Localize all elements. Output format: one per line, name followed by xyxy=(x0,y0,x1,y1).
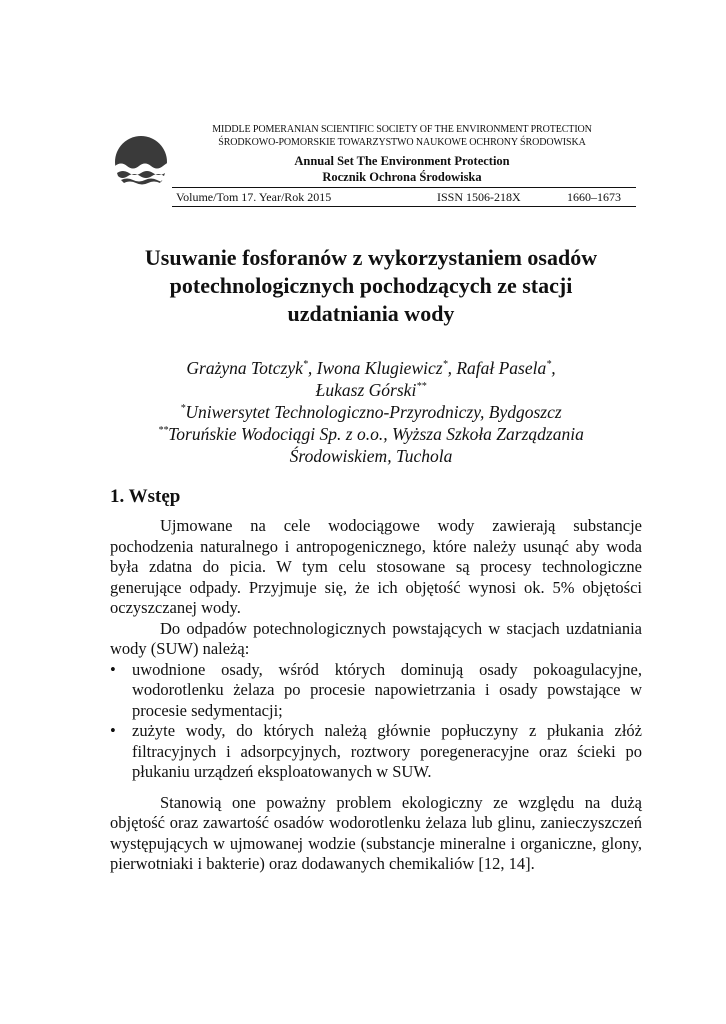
bullet-list xyxy=(110,660,642,783)
bullet-marker: • xyxy=(110,721,116,740)
bullet-marker: • xyxy=(110,659,116,679)
affiliation-1-mark: * xyxy=(180,403,186,414)
author-3: Rafał Pasela xyxy=(456,358,547,378)
author-4-mark: ** xyxy=(416,381,427,392)
author-2: Iwona Klugiewicz xyxy=(316,358,443,378)
journal-name-en: Annual Set The Environment Protection xyxy=(294,154,510,168)
author-separator: , xyxy=(307,358,317,378)
paragraph-2: Do odpadów potechnologicznych powstających w stacjach uzdatniania wody (SUW) należą: xyxy=(110,618,642,658)
author-3-mark: * xyxy=(546,359,552,370)
issn-info: ISSN 1506-218X xyxy=(437,190,521,204)
header-rule-top xyxy=(172,187,636,188)
author-line-1 xyxy=(100,357,642,379)
affiliation-1 xyxy=(100,401,642,423)
affiliation-2-text-line-1: Toruńskie Wodociągi Sp. z o.o., Wyższa Szkoła Zarządzania xyxy=(168,424,584,444)
society-name-en: MIDDLE POMERANIAN SCIENTIFIC SOCIETY OF THE ENVIRONMENT PROTECTION xyxy=(212,124,592,135)
list-item-text: uwodnione osady, wśród których dominują osady pokoagulacyjne, wodorotlenku żelaza po procesie napowietrzania i osady powstające w procesie sedymentacji; xyxy=(132,659,642,720)
article-title xyxy=(100,244,642,328)
title-line-2: potechnologicznych pochodzących ze stacji xyxy=(169,273,573,298)
page-range: 1660–1673 xyxy=(567,190,621,204)
affiliation-2-mark: ** xyxy=(158,425,169,436)
author-block xyxy=(100,357,642,467)
title-line-3: uzdatniania wody xyxy=(287,301,455,326)
volume-info: Volume/Tom 17. Year/Rok 2015 xyxy=(176,190,332,204)
affiliation-2 xyxy=(100,423,642,445)
author-separator: , xyxy=(551,358,556,378)
affiliation-2-text-line-2: Środowiskiem, Tuchola xyxy=(289,446,453,466)
journal-name-pl: Rocznik Ochrona Środowiska xyxy=(322,170,482,184)
author-1: Grażyna Totczyk xyxy=(186,358,303,378)
author-line-2 xyxy=(100,379,642,401)
section-heading: 1. Wstęp xyxy=(110,486,181,507)
title-line-1: Usuwanie fosforanów z wykorzystaniem osadów xyxy=(144,245,598,270)
author-2-mark: * xyxy=(442,359,448,370)
paragraph-3: Stanowią one poważny problem ekologiczny ze względu na dużą objętość oraz zawartość osadów wodorotlenku żelaza lub glinu, zanieczyszczeń występujących w ujmowanej wodzie (substancje mineralne i organiczne, glony, pierwotniaki i bakterie) oraz dodawanych chemikaliów [12, 14]. xyxy=(110,792,642,873)
society-name-pl: ŚRODKOWO-POMORSKIE TOWARZYSTWO NAUKOWE OCHRONY ŚRODOWISKA xyxy=(218,137,586,148)
article-body xyxy=(110,516,642,875)
list-item-text: zużyte wody, do których należą głównie popłuczyny z płukania złóż filtracyjnych i adsorpcyjnych, roztwory poregeneracyjne oraz ścieki po płukaniu urządzeń eksploatowanych w SUW. xyxy=(132,721,642,781)
affiliation-1-text: Uniwersytet Technologiczno-Przyrodniczy, Bydgoszcz xyxy=(185,402,562,422)
author-1-mark: * xyxy=(302,359,308,370)
author-separator: , xyxy=(447,358,457,378)
list-item xyxy=(110,721,642,783)
author-4: Łukasz Górski xyxy=(315,380,417,400)
paragraph-1: Ujmowane na cele wodociągowe wody zawierają substancje pochodzenia naturalnego i antropogenicznego, które należy usunąć aby woda była zdatna do picia. W tym celu stosowane są procesy technologiczne generujące odpady. Przyjmuje się, że ich objętość wynosi ok. 5% objętości oczyszczanej wody. xyxy=(110,516,642,617)
header-rule-bottom xyxy=(172,206,636,207)
list-item xyxy=(110,660,642,722)
wave-emblem-icon xyxy=(114,135,168,189)
